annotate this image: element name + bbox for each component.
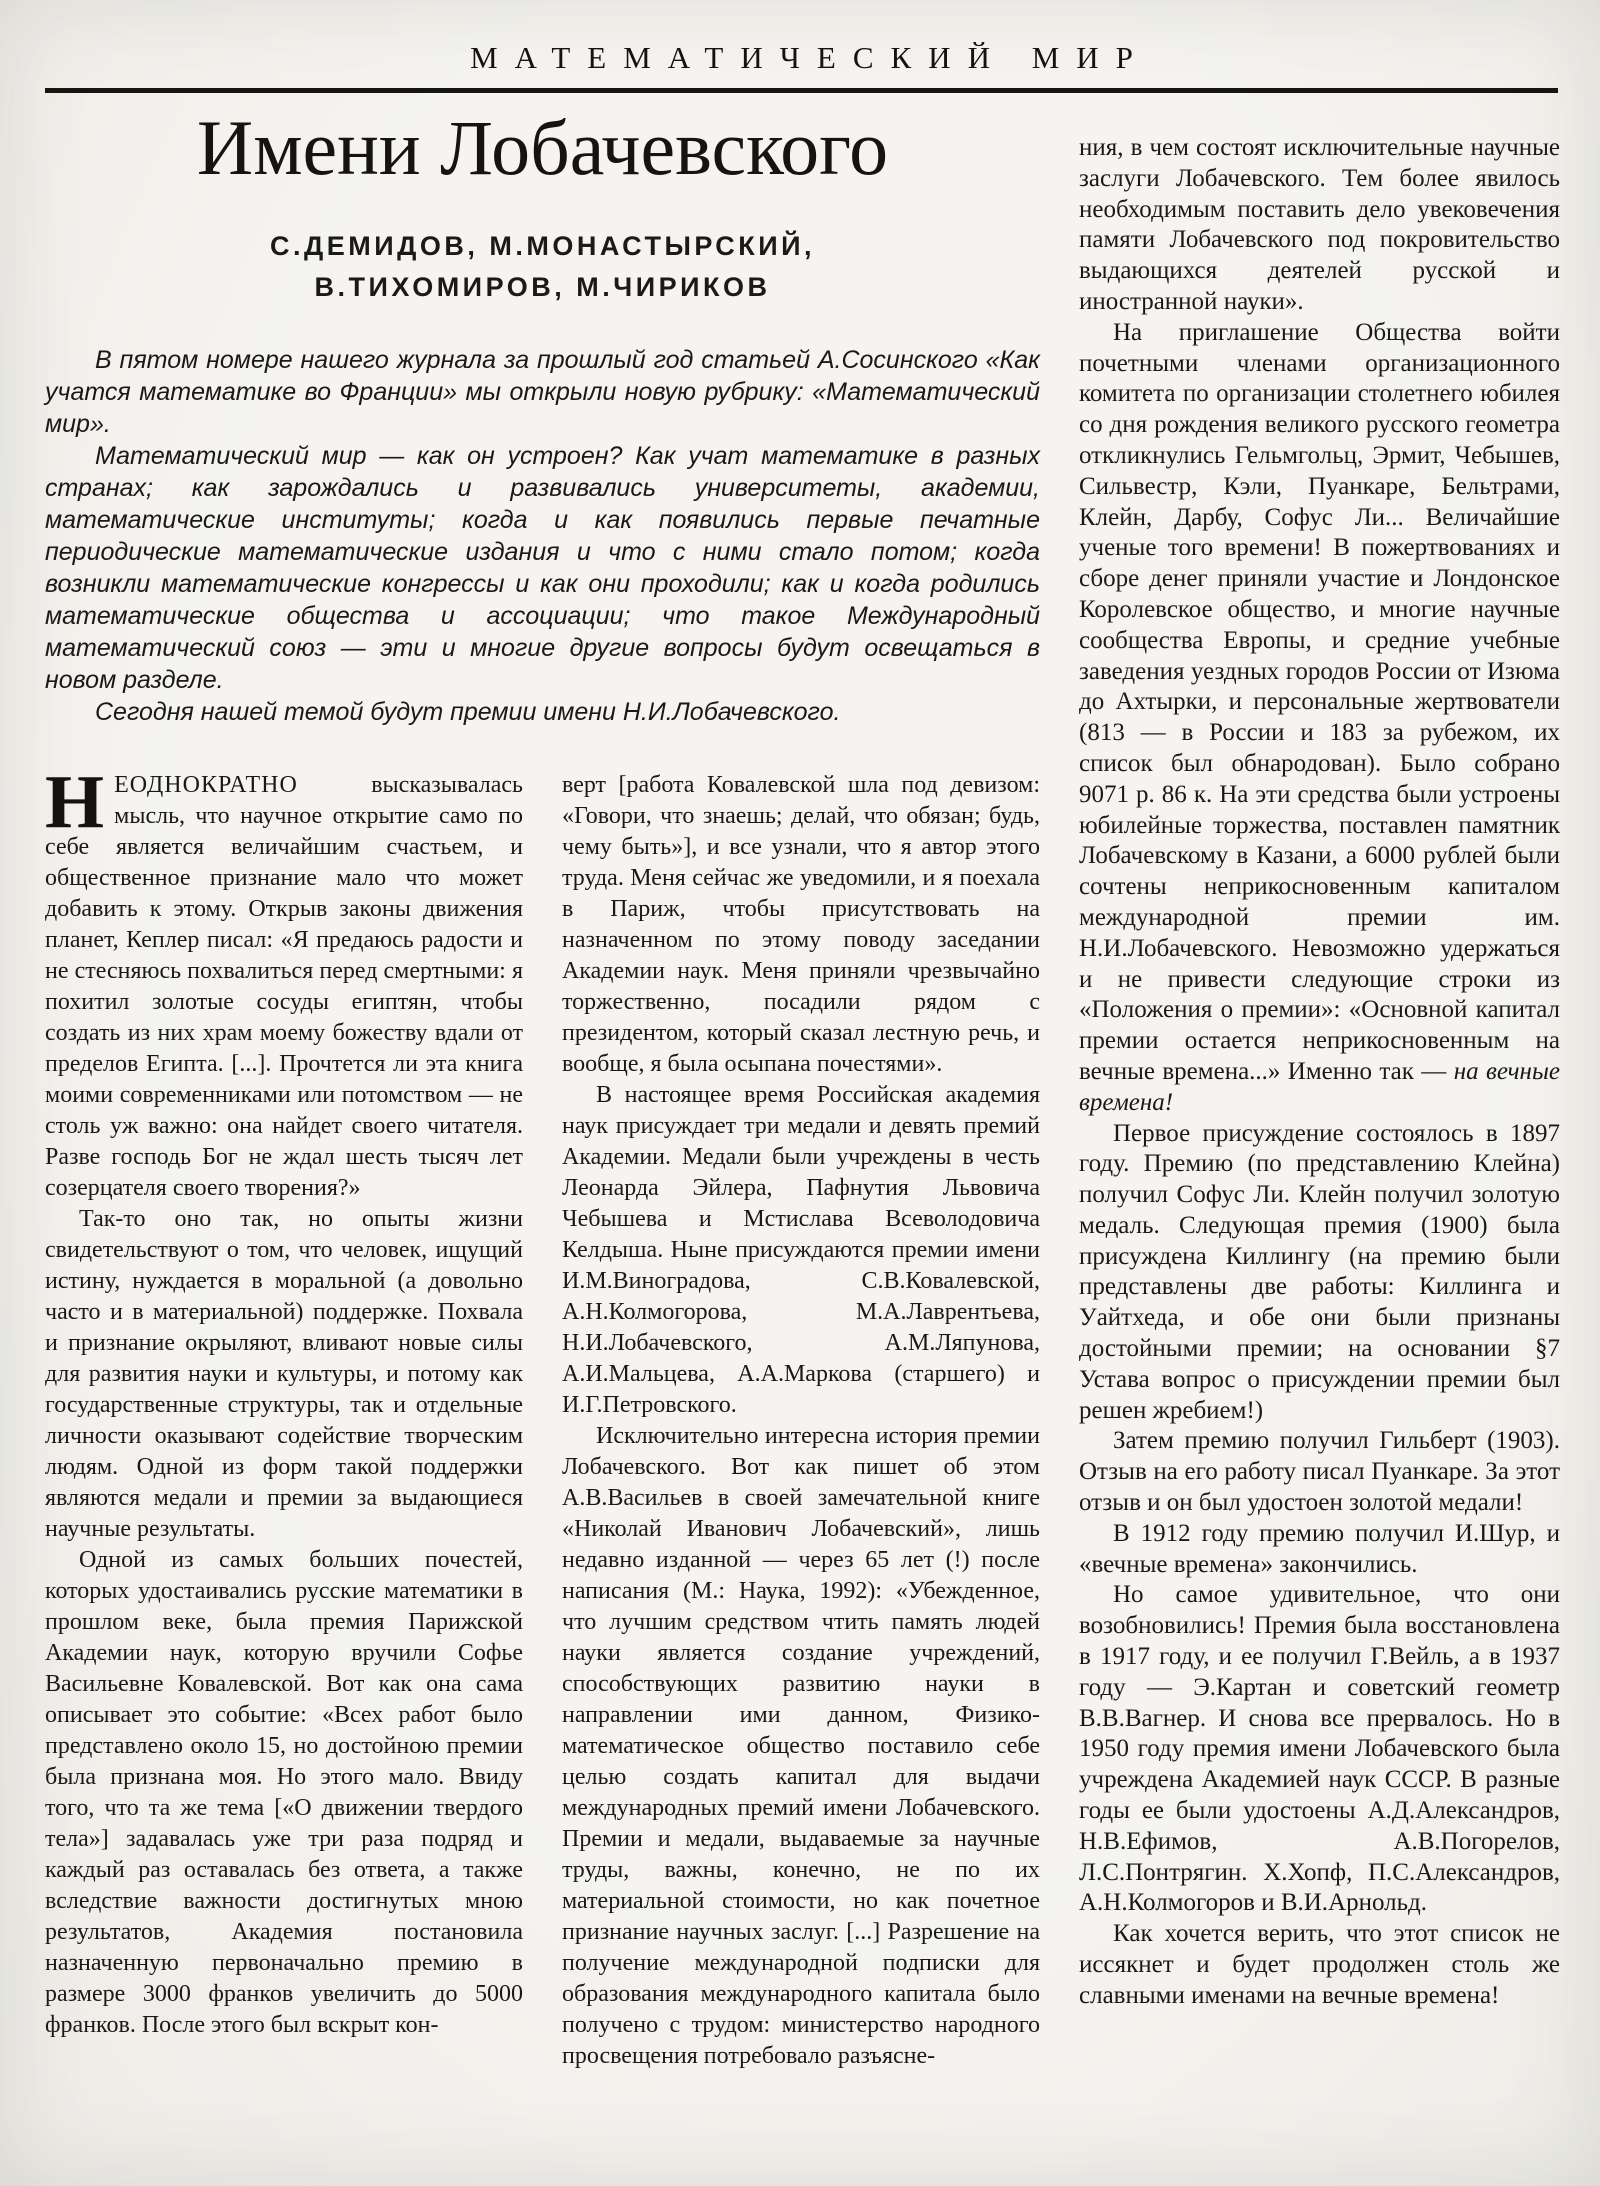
paragraph-text: высказывалась мысль, что научное открытие само по себе является величайшим счастьем, и общественное признание мало что может добавить к этому. Открыв законы движения планет, Кеплер писал: «Я предаюсь радости и не стесняюсь похвалиться перед смертными: я похитил золотые сосуды египтян, чтобы создать из них храм моему божеству вдали от пределов Египта. [...]. Прочтется ли эта книга моими современниками или потомством — не столь уж важно: она найдет своего читателя. Разве господь Бог не ждал шесть тысяч лет созерцателя своего творения?»	[45, 772, 523, 1201]
authors-line-1: С.ДЕМИДОВ, М.МОНАСТЫРСКИЙ,	[269, 231, 816, 261]
body-paragraph: верт [работа Ковалевской шла под девизом: «Говори, что знаешь; делай, что обязан; будь, чему быть»], и все узнали, что я автор этого труда. Меня сейчас же уведомили, и я поехала в Париж, чтобы присутствовать на назначенном по этому поводу заседании Академии наук. Меня приняли чрезвычайно торжественно, посадили рядом с президентом, который сказал лестную речь, и вообще, я была осыпана почестями».	[562, 772, 1040, 1077]
intro-paragraph: Сегодня нашей темой будут премии имени Н.И.Лобачевского.	[95, 698, 841, 726]
rubric-title: МАТЕМАТИЧЕСКИЙ МИР	[470, 40, 1150, 75]
body-paragraph: Одной из самых больших почестей, которых удостаивались русские математики в прошлом веке, была премия Парижской Академии наук, которую вручили Софье Васильевне Ковалевской. Вот как она сама описывает это событие: «Всех работ было представлено около 15, но достойною премии была признана моя. Но этого мало. Ввиду того, что та же тема [«О движении твердого тела»] задавалась уже три раза подряд и каждый раз оставалась без ответа, а также вследствие важности достигнутых мною результатов, Академия постановила назначенную первоначально премию в размере 3000 франков увеличить до 5000 франков. После этого был вскрыт кон-	[45, 1547, 523, 2038]
body-paragraph: Так-то оно так, но опыты жизни свидетельствуют о том, что человек, ищущий истину, нуждается в моральной (а довольно часто и в материальной) поддержке. Похвала и признание окрыляют, вливают новые силы для развития науки и культуры, и потому как государственные структуры, так и отдельные личности оказывают содействие творческим людям. Одной из форм такой поддержки являются медали и премии за выдающиеся научные результаты.	[45, 1206, 523, 1542]
drop-cap: Н	[45, 760, 105, 844]
body-paragraph: В настоящее время Российская академия наук присуждает три медали и девять премий Академии. Медали были учреждены в честь Леонарда Эйлера, Пафнутия Львовича Чебышева и Мстислава Всеволодовича Келдыша. Ныне присуждаются премии имени И.М.Виноградова, С.В.Ковалевской, А.Н.Колмогорова, М.А.Лаврентьева, Н.И.Лобачевского, А.М.Ляпунова, А.И.Мальцева, А.А.Маркова (старшего) и И.Г.Петровского.	[562, 1082, 1040, 1418]
body-paragraph: Затем премию получил Гильберт (1903). Отзыв на его работу писал Пуанкаре. За этот отзыв и он был удостоен золотой медали!	[1079, 1427, 1560, 1517]
body-column-3	[1079, 133, 1560, 2012]
lead-word: ЕОДНОКРАТНО	[114, 772, 298, 798]
intro-paragraph: В пятом номере нашего журнала за прошлый год статьей А.Сосинского «Как учатся математике во Франции» мы открыли новую рубрику: «Математический мир».	[45, 346, 1040, 438]
body-paragraph: В 1912 году премию получил И.Шур, и «вечные времена» закончились.	[1079, 1519, 1560, 1578]
article-authors	[45, 226, 1040, 308]
body-paragraph	[1079, 318, 1560, 1119]
body-paragraph: Как хочется верить, что этот список не иссякнет и будет продолжен столь же славными именами на вечные времена!	[1079, 1920, 1560, 2009]
body-columns	[45, 760, 1040, 2072]
body-column-1	[45, 760, 523, 2072]
body-paragraph	[45, 760, 523, 1204]
body-paragraph: Исключительно интересна история премии Лобачевского. Вот как пишет об этом А.В.Васильев в своей замечательной книге «Николай Иванович Лобачевский», лишь недавно изданной — через 65 лет (!) после написания (М.: Наука, 1992): «Убежденное, что лучшим средством чтить память людей науки является создание учреждений, способствующих развитию науки в направлении ими данном, Физико-математическое общество поставило себе целью создать капитал для выдачи международных премий имени Лобачевского. Премии и медали, выдаваемые за научные труды, важны, конечно, не по их материальной стоимости, но как почетное признание научных заслуг. [...] Разрешение на получение международной подписки для образования международного капитала было получено с трудом: министерство народного просвещения потребовало разъясне-	[562, 1423, 1040, 2069]
authors-line-2: В.ТИХОМИРОВ, М.ЧИРИКОВ	[314, 272, 771, 302]
paragraph-text: На приглашение Общества войти почетными членами организационного комитета по организации столетнего юбилея со дня рождения великого русского геометра откликнулись Гельмгольц, Эрмит, Чебышев, Сильвестр, Кэли, Пуанкаре, Бельтрами, Клейн, Дарбу, Софус Ли... Величайшие ученые того времени! В пожертвованиях и сборе денег приняли участие и Лондонское Королевское общество, и многие научные сообщества Европы, и средние учебные заведения уездных городов России от Изюма до Ахтырки, и персональные жертвователи (813 — в России и 183 за рубежом, их список был обнародован). Было собрано 9071 р. 86 к. На эти средства были устроены юбилейные торжества, поставлен памятник Лобачевскому в Казани, а 6000 рублей были сочтены неприкосновенным капиталом международной премии им. Н.И.Лобачевского. Невозможно удержаться и не привести следующие строки из «Положения о премии»: «Основной капитал премии остается неприкосновенным на вечные времена...» Именно так —	[1079, 318, 1560, 1085]
intro-paragraph: Математический мир — как он устроен? Как учат математике в разных странах; как зарождались и развивались университеты, академии, математические институты; когда и как появились первые печатные периодические математические издания и что с ними стало потом; когда возникли математические конгрессы и как они проходили; как и когда родились математические общества и ассоциации; что такое Международный математический союз — эти и многие другие вопросы будут освещаться в новом разделе.	[45, 442, 1040, 694]
body-paragraph: Но самое удивительное, что они возобновились! Премия была восстановлена в 1917 году, и ее получил Г.Вейль, а в 1937 году — Э.Картан и советский геометр В.В.Вагнер. И снова все прервалось. Но в 1950 году премия имени Лобачевского была учреждена Академией наук СССР. В разные годы ее были удостоены А.Д.Александров, Н.В.Ефимов, А.В.Погорелов, Л.С.Понтрягин. Х.Хопф, П.С.Александров, А.Н.Колмогоров и В.И.Арнольд.	[1079, 1581, 1560, 1917]
article-intro	[45, 344, 1040, 728]
italic-phrase: на вечные времена!	[1079, 1057, 1560, 1116]
article-title: Имени Лобачевского	[196, 104, 889, 191]
body-paragraph: Первое присуждение состоялось в 1897 году. Премию (по представлению Клейна) получил Софус Ли. Клейн получил золотую медаль. Следующая премия (1900) была присуждена Киллингу (на премию были представлены две работы: Киллинга и Уайтхеда, и обе они были признаны достойными премии; на основании §7 Устава вопрос о присуждении премии был решен жребием!)	[1079, 1119, 1560, 1424]
body-column-2	[562, 770, 1040, 2072]
article-head-block	[45, 98, 1040, 2072]
body-paragraph: ния, в чем состоят исключительные научные заслуги Лобачевского. Тем более явилось необходимым поставить дело увековечения памяти Лобачевского под покровительство выдающихся деятелей русской и иностранной науки».	[1079, 134, 1560, 315]
header-rule	[45, 88, 1558, 93]
